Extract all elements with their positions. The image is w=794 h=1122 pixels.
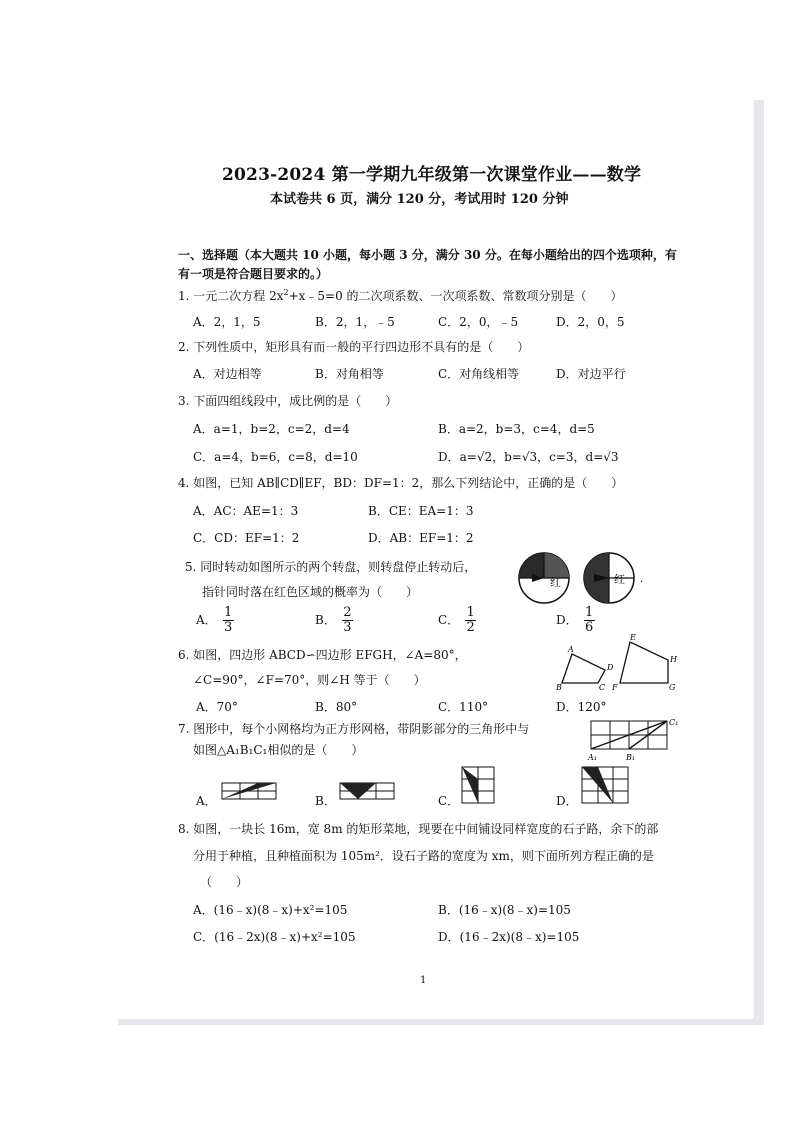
svg-text:C: C bbox=[599, 683, 606, 692]
question-8-blank: （ ） bbox=[200, 875, 249, 889]
q6-option-b[interactable]: B．80° bbox=[315, 700, 358, 714]
svg-text:G: G bbox=[669, 683, 676, 692]
svg-text:H: H bbox=[670, 655, 677, 664]
spinner-wheels-figure bbox=[516, 550, 656, 606]
q1-option-b[interactable]: B．2，1，﹣5 bbox=[315, 315, 395, 329]
q5-option-a[interactable]: A． $\frac{1}{3}$ bbox=[196, 605, 233, 635]
svg-text:A₁: A₁ bbox=[588, 753, 597, 762]
q8-option-c[interactable]: C．(16﹣2x)(8﹣x)+x²=105 bbox=[193, 930, 356, 944]
q2-option-c[interactable]: C．对角线相等 bbox=[438, 367, 520, 381]
q7-option-b-figure[interactable] bbox=[338, 780, 396, 802]
q6-option-c[interactable]: C．110° bbox=[438, 700, 489, 714]
q6-option-d[interactable]: D．120° bbox=[556, 700, 607, 714]
spinner-wheel-right bbox=[584, 553, 643, 603]
q3-option-a[interactable]: A．a=1，b=2，c=2，d=4 bbox=[193, 422, 350, 436]
q5-option-d[interactable]: D． $\frac{1}{6}$ bbox=[556, 605, 594, 635]
q8-option-a[interactable]: A．(16﹣x)(8﹣x)+x²=105 bbox=[193, 903, 348, 917]
q7-option-c-figure[interactable] bbox=[458, 765, 498, 805]
q7-option-d-figure[interactable] bbox=[578, 765, 632, 805]
question-2: 2. 下列性质中，矩形具有而一般的平行四边形不具有的是（ ） bbox=[178, 340, 530, 354]
svg-text:A: A bbox=[568, 645, 574, 654]
exponent: 2 bbox=[283, 288, 289, 297]
q8-option-d[interactable]: D．(16﹣2x)(8﹣x)=105 bbox=[438, 930, 580, 944]
question-7-cont: 如图△A₁B₁C₁相似的是（ ） bbox=[193, 743, 364, 757]
q8-option-b[interactable]: B．(16﹣x)(8﹣x)=105 bbox=[438, 903, 571, 917]
q2-option-b[interactable]: B．对角相等 bbox=[315, 367, 384, 381]
question-number: 1. bbox=[178, 289, 190, 303]
question-4: 4. 如图，已知 AB∥CD∥EF，BD：DF=1：2，那么下列结论中，正确的是（ ） bbox=[178, 476, 624, 490]
page-number: 1 bbox=[420, 975, 427, 986]
section-heading-cont: 有一项是符合题目要求的。） bbox=[178, 267, 329, 281]
svg-text:C₁: C₁ bbox=[669, 718, 679, 727]
wheel-label-red: 红 bbox=[614, 573, 625, 586]
grid-triangle-figure bbox=[585, 715, 695, 765]
question-8-cont: 分用于种植，且种植面积为 105m²．设石子路的宽度为 xm，则下面所列方程正确的是 bbox=[193, 849, 654, 863]
quadrilaterals-figure bbox=[550, 632, 690, 696]
q2-option-a[interactable]: A．对边相等 bbox=[193, 367, 262, 381]
q3-option-c[interactable]: C．a=4，b=6，c=8，d=10 bbox=[193, 450, 358, 464]
q1-option-a[interactable]: A．2，1，5 bbox=[193, 315, 261, 329]
svg-text:.: . bbox=[640, 574, 644, 585]
question-7: 7. 图形中，每个小网格均为正方形网格，带阴影部分的三角形中与 bbox=[178, 722, 530, 736]
q1-option-c[interactable]: C．2，0，﹣5 bbox=[438, 315, 519, 329]
q4-option-c[interactable]: C．CD：EF=1：2 bbox=[193, 531, 300, 545]
spinner-wheel-left bbox=[519, 553, 569, 603]
q3-option-b[interactable]: B．a=2，b=3，c=4，d=5 bbox=[438, 422, 595, 436]
section-heading: 一、选择题（本大题共 10 小题，每小题 3 分，满分 30 分。在每小题给出的四个选项种，有 bbox=[178, 248, 677, 262]
question-6-cont: ∠C=90°，∠F=70°，则∠H 等于（ ） bbox=[193, 673, 426, 687]
question-1 bbox=[178, 287, 623, 304]
exam-title: 2023-2024 第一学期九年级第一次课堂作业——数学 bbox=[222, 165, 642, 185]
question-8: 8. 如图，一块长 16m，宽 8m 的矩形菜地，现要在中间铺设同样宽度的石子路，余下的部 bbox=[178, 822, 659, 836]
q6-option-a[interactable]: A．70° bbox=[196, 700, 238, 714]
question-5-cont: 指针同时落在红色区域的概率为（ ） bbox=[202, 585, 419, 599]
svg-text:F: F bbox=[612, 683, 618, 692]
wheel-label-red: 红 bbox=[550, 576, 561, 589]
q7-option-a-figure[interactable] bbox=[220, 780, 278, 802]
q5-option-c[interactable]: C． $\frac{1}{2}$ bbox=[438, 605, 475, 635]
q4-option-d[interactable]: D．AB：EF=1：2 bbox=[368, 531, 474, 545]
svg-text:B: B bbox=[556, 683, 562, 692]
question-stem-cont: +x﹣5=0 的二次项系数、一次项系数、常数项分别是（ ） bbox=[288, 289, 623, 303]
q1-option-d[interactable]: D．2，0，5 bbox=[556, 315, 625, 329]
q5-option-b[interactable]: B． $\frac{2}{3}$ bbox=[315, 605, 352, 635]
q4-option-a[interactable]: A．AC：AE=1：3 bbox=[193, 504, 299, 518]
q7-option-d-label[interactable]: D． bbox=[556, 794, 578, 808]
q7-option-b-label[interactable]: B． bbox=[315, 794, 336, 808]
question-5: 5. 同时转动如图所示的两个转盘，则转盘停止转动后， bbox=[185, 560, 477, 574]
svg-text:D: D bbox=[607, 663, 614, 672]
question-stem: 一元二次方程 2x bbox=[193, 289, 284, 303]
q4-option-b[interactable]: B．CE：EA=1：3 bbox=[368, 504, 474, 518]
svg-text:E: E bbox=[630, 633, 636, 642]
svg-text:B₁: B₁ bbox=[626, 753, 636, 762]
question-6: 6. 如图，四边形 ABCD∽四边形 EFGH，∠A=80°， bbox=[178, 648, 467, 662]
question-3: 3. 下面四组线段中，成比例的是（ ） bbox=[178, 394, 398, 408]
q3-option-d[interactable]: D．a=√2，b=√3，c=3，d=√3 bbox=[438, 450, 619, 464]
exam-subtitle: 本试卷共 6 页，满分 120 分，考试用时 120 分钟 bbox=[270, 192, 569, 207]
q7-option-a-label[interactable]: A． bbox=[196, 794, 217, 808]
q7-option-c-label[interactable]: C． bbox=[438, 794, 460, 808]
q2-option-d[interactable]: D．对边平行 bbox=[556, 367, 626, 381]
